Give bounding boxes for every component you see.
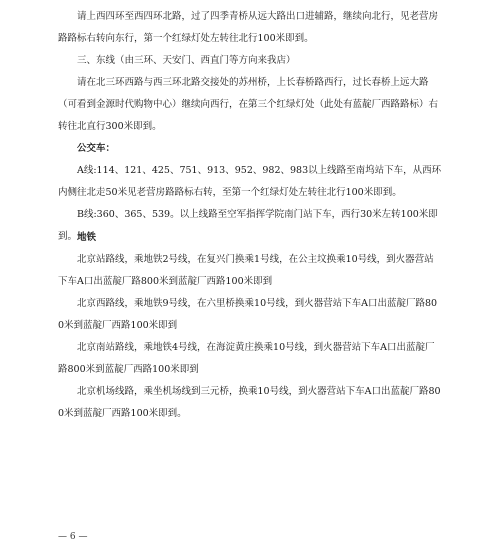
paragraph-bus-line-b: B线:360、365、539。以上线路至空军指挥学院南门站下车，西行30米左转100米即到。 [58,209,438,242]
paragraph-east-route-directions: 请在北三环西路与西三环北路交接处的苏州桥，上长春桥路西行，过长春桥上远大路（可看到金源时代购物中心）继续向西行，在第三个红绿灯处（此处有蓝靛厂西路路标）右转往北直行300米即到。 [58,77,439,132]
paragraph-subway-beijing-station: 北京站路线，乘地铁2号线，在复兴门换乘1号线，在公主坟换乘10号线，到火器营站下车A口出蓝靛厂路800米到蓝靛厂西路100米即到 [58,254,434,287]
paragraph-subway-airport: 北京机场线路，乘坐机场线到三元桥，换乘10号线，到火器营站下车A口出蓝靛厂路800米到蓝靛厂西路100米即到。 [58,386,441,419]
paragraph-bus-line-a: A线:114、121、425、751、913、952、982、983以上线路至南坞站下车，从西环内侧往北走50米见老营房路路标右转，至第一个红绿灯处左转往北行100米即到。 [58,165,442,198]
heading-bus: 公交车： [77,143,116,154]
paragraph-subway-beijing-west: 北京西路线，乘地铁9号线，在六里桥换乘10号线，到火器营站下车A口出蓝靛厂路800米到蓝靛厂西路100米即到 [58,298,438,331]
heading-subway: 地铁 [77,232,97,243]
paragraph-west-route-directions: 请上西四环至西四环北路，过了四季青桥从远大路出口进辅路，继续向北行，见老营房路路标右转向东行，第一个红绿灯处左转往北行100米即到。 [58,11,439,44]
page-number: — 6 — [58,532,88,542]
section-heading-east-route: 三、东线（由三环、天安门、西直门等方向来我店） [77,55,296,66]
paragraph-subway-beijing-south: 北京南站路线，乘地铁4号线，在海淀黄庄换乘10号线，到火器营站下车A口出蓝靛厂路800米到蓝靛厂西路100米即到 [58,342,435,375]
